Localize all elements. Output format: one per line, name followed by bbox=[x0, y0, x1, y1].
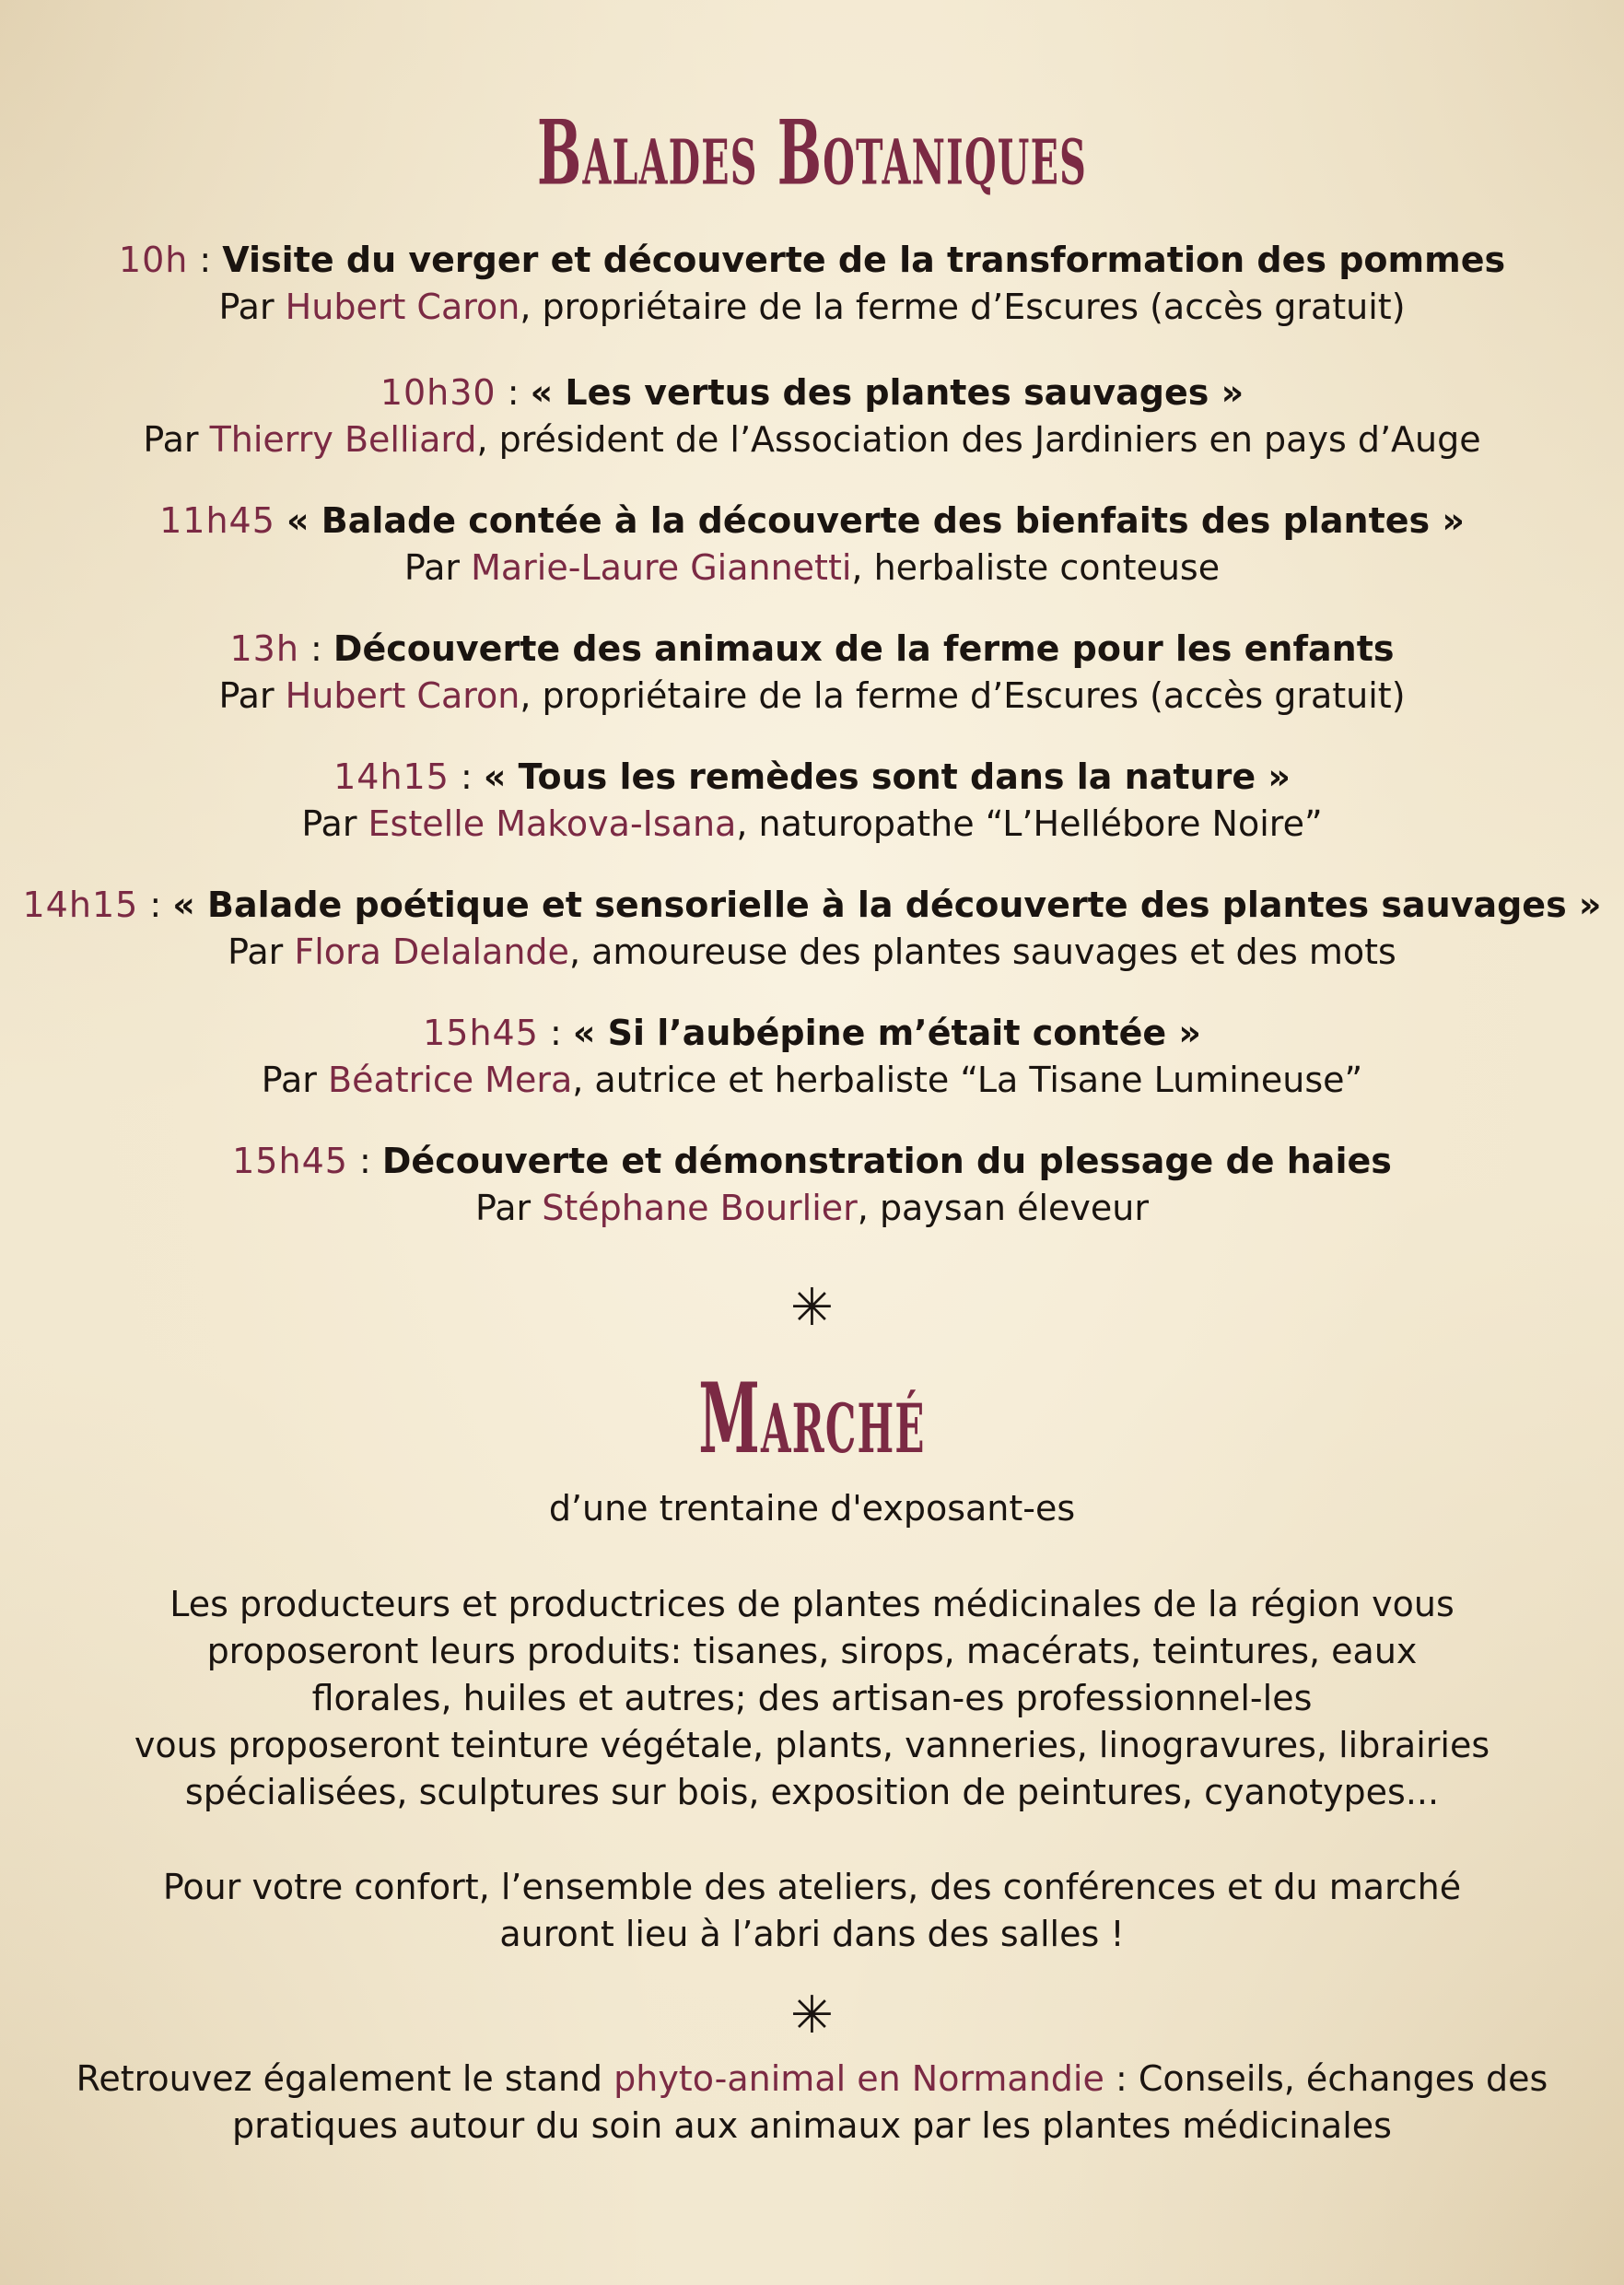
asterisk-separator-icon: ✳ bbox=[790, 1986, 834, 2045]
comfort-paragraph-line: auront lieu à l’abri dans des salles ! bbox=[499, 1914, 1125, 1954]
speaker-name: Thierry Belliard bbox=[209, 419, 477, 460]
speaker-name: Hubert Caron bbox=[285, 675, 520, 716]
footer-line-1: Retrouvez également le stand phyto-animal en Normandie : Conseils, échanges des bbox=[76, 2058, 1548, 2099]
event-time: 11h45 bbox=[159, 500, 275, 541]
event-1-speaker: Par Hubert Caron, propriétaire de la ferme d’Escures (accès gratuit) bbox=[218, 287, 1406, 327]
marche-paragraph-line: Les producteurs et productrices de plantes médicinales de la région vous bbox=[169, 1584, 1455, 1624]
event-2-speaker: Par Thierry Belliard, président de l’Association des Jardiniers en pays d’Auge bbox=[143, 419, 1481, 460]
event-time: 10h bbox=[118, 240, 189, 280]
event-1-heading: 10h : Visite du verger et découverte de la transformation des pommes bbox=[118, 240, 1506, 280]
event-title: « Si l’aubépine m’était contée » bbox=[572, 1013, 1201, 1053]
marche-paragraph-line: spécialisées, sculptures sur bois, exposition de peintures, cyanotypes... bbox=[184, 1772, 1440, 1812]
event-7-speaker: Par Béatrice Mera, autrice et herbaliste “La Tisane Lumineuse” bbox=[261, 1060, 1363, 1100]
asterisk-separator-icon: ✳ bbox=[790, 1278, 834, 1338]
event-title: « Balade poétique et sensorielle à la découverte des plantes sauvages » bbox=[172, 885, 1602, 925]
event-time: 10h30 bbox=[380, 372, 497, 413]
event-5-heading: 14h15 : « Tous les remèdes sont dans la nature » bbox=[333, 756, 1291, 797]
speaker-name: Stéphane Bourlier bbox=[542, 1188, 858, 1228]
speaker-name: Hubert Caron bbox=[285, 287, 520, 327]
balades-title: Balades Botaniques bbox=[536, 100, 1088, 205]
marche-paragraph-line: vous proposeront teinture végétale, plants, vanneries, linogravures, librairies bbox=[134, 1725, 1490, 1765]
marche-paragraph-line: proposeront leurs produits: tisanes, sirops, macérats, teintures, eaux bbox=[206, 1631, 1418, 1671]
event-7-heading: 15h45 : « Si l’aubépine m’était contée » bbox=[423, 1013, 1201, 1053]
event-time: 13h bbox=[229, 628, 299, 669]
event-title: Découverte et démonstration du plessage de haies bbox=[381, 1141, 1392, 1181]
event-4-heading: 13h : Découverte des animaux de la ferme pour les enfants bbox=[229, 628, 1395, 669]
marche-title: Marché bbox=[698, 1361, 926, 1475]
marche-subtitle: d’une trentaine d'exposant-es bbox=[548, 1488, 1076, 1529]
event-time: 14h15 bbox=[22, 885, 139, 925]
event-title: Visite du verger et découverte de la transformation des pommes bbox=[222, 240, 1506, 280]
marche-paragraph-line: florales, huiles et autres; des artisan-es professionnel-les bbox=[311, 1678, 1313, 1718]
event-3-speaker: Par Marie-Laure Giannetti, herbaliste conteuse bbox=[403, 547, 1221, 588]
phyto-animal-stand: phyto-animal en Normandie bbox=[613, 2058, 1104, 2099]
speaker-name: Béatrice Mera bbox=[328, 1060, 573, 1100]
event-time: 15h45 bbox=[423, 1013, 539, 1053]
event-title: « Les vertus des plantes sauvages » bbox=[530, 372, 1244, 413]
comfort-paragraph-line: Pour votre confort, l’ensemble des ateliers, des conférences et du marché bbox=[162, 1867, 1462, 1907]
event-3-heading bbox=[0, 498, 1624, 544]
event-6-heading: 14h15 : « Balade poétique et sensorielle à la découverte des plantes sauvages » bbox=[22, 885, 1602, 925]
event-8-heading: 15h45 : Découverte et démonstration du plessage de haies bbox=[232, 1141, 1392, 1181]
event-6-speaker: Par Flora Delalande, amoureuse des plantes sauvages et des mots bbox=[228, 932, 1396, 972]
speaker-name: Marie-Laure Giannetti bbox=[471, 547, 852, 588]
event-title: « Balade contée à la découverte des bienfaits des plantes » bbox=[286, 500, 1465, 541]
event-2-heading: 10h30 : « Les vertus des plantes sauvages » bbox=[380, 372, 1244, 413]
event-8-speaker: Par Stéphane Bourlier, paysan éleveur bbox=[475, 1188, 1149, 1228]
event-title: Découverte des animaux de la ferme pour les enfants bbox=[333, 628, 1395, 669]
event-5-speaker: Par Estelle Makova-Isana, naturopathe “L’Hellébore Noire” bbox=[301, 803, 1323, 844]
event-time: 14h15 bbox=[333, 756, 450, 797]
event-title: « Tous les remèdes sont dans la nature » bbox=[483, 756, 1291, 797]
footer-line-2: pratiques autour du soin aux animaux par les plantes médicinales bbox=[232, 2105, 1392, 2146]
event-time: 15h45 bbox=[232, 1141, 348, 1181]
speaker-name: Flora Delalande bbox=[294, 932, 569, 972]
speaker-name: Estelle Makova-Isana bbox=[368, 803, 737, 844]
event-4-speaker: Par Hubert Caron, propriétaire de la ferme d’Escures (accès gratuit) bbox=[218, 675, 1406, 716]
